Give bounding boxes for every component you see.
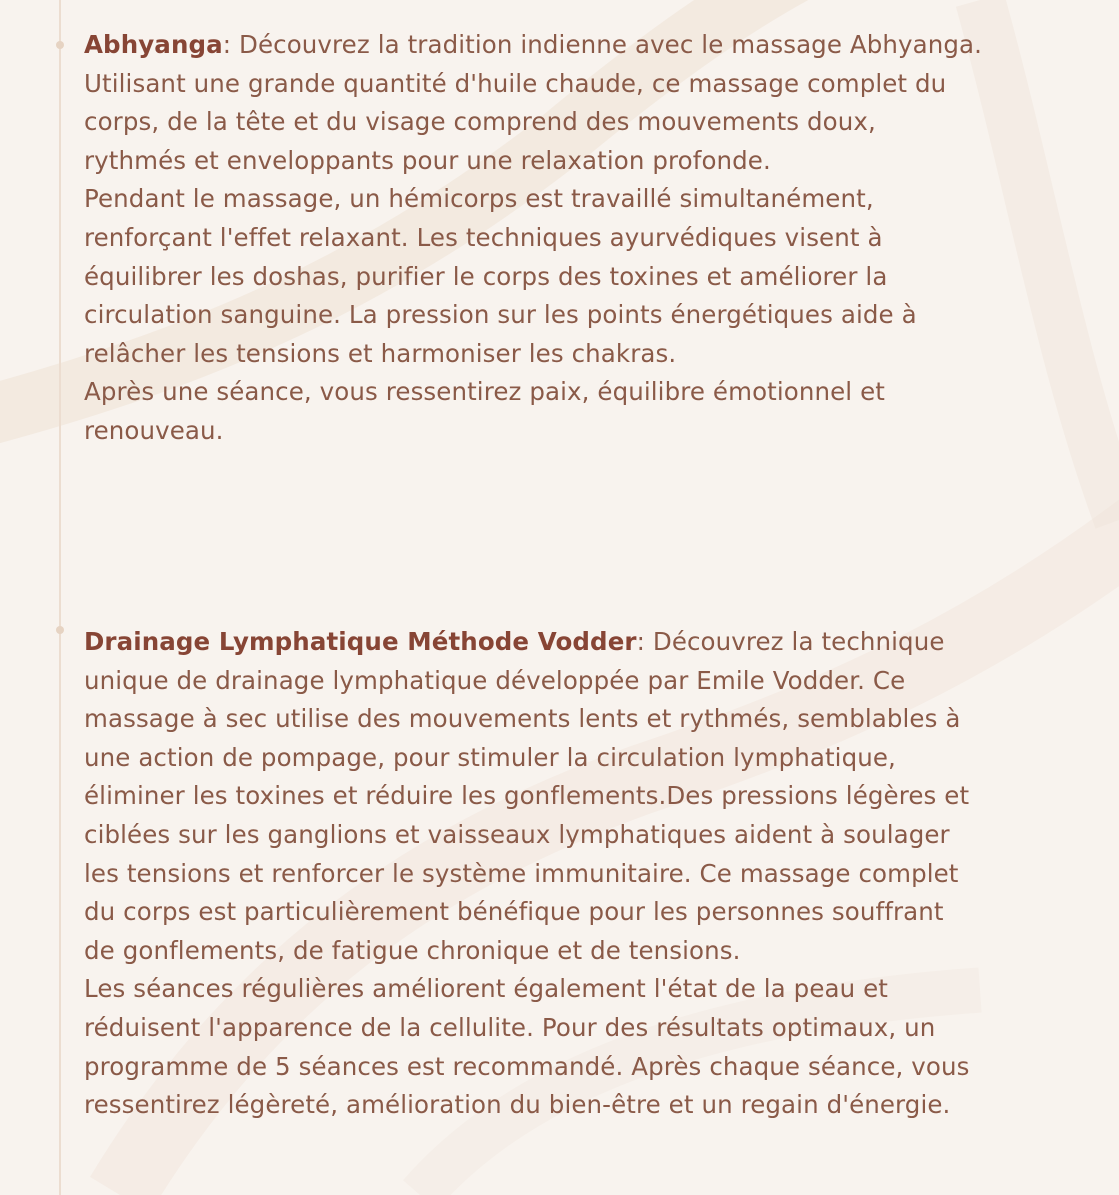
timeline-dot [56,41,64,49]
service-entry-drainage-lymphatique [84,623,1084,1125]
entry-title: Drainage Lymphatique Méthode Vodder [84,627,637,656]
entry-paragraph: Pendant le massage, un hémicorps est travaillé simultanément, renforçant l'effet relaxant. Les techniques ayurvédiques visent à équilibrer les doshas, purifier le corps des toxines et améliorer la circulation sanguine. La pression sur les points énergétiques aide à relâcher les tensions et harmoniser les chakras. [84,184,917,368]
entry-text: : Découvrez la tradition indienne avec le massage Abhyanga. Utilisant une grande quantité d'huile chaude, ce massage complet du corps, de la tête et du visage comprend des mouvements doux, rythmés et enveloppants pour une relaxation profonde. [84,30,983,175]
entry-paragraph: Après une séance, vous ressentirez paix, équilibre émotionnel et renouveau. [84,377,885,445]
entry-intro-paragraph [84,623,1084,970]
entry-paragraph: Les séances régulières améliorent également l'état de la peau et réduisent l'apparence de la cellulite. Pour des résultats optimaux, un programme de 5 séances est recommandé. Après chaque séance, vous ressentirez légèreté, amélioration du bien-être et un regain d'énergie. [84,974,970,1120]
entry-intro-paragraph [84,26,1084,180]
entry-title: Abhyanga [84,30,223,59]
timeline-dot [56,626,64,634]
entry-text: : Découvrez la technique unique de drainage lymphatique développée par Emile Vodder. Ce massage à sec utilise des mouvements lents et rythmés, semblables à une action de pompage, pour stimuler la circulation lymphatique, éliminer les toxines et réduire les gonflements.Des pressions légères et ciblées sur les ganglions et vaisseaux lymphatiques aident à soulager les tensions et renforcer le système immunitaire. Ce massage complet du corps est particulièrement bénéfique pour les personnes souffrant de gonflements, de fatigue chronique et de tensions. [84,627,970,965]
service-entry-abhyanga [84,26,1084,451]
timeline-line [59,0,61,1195]
